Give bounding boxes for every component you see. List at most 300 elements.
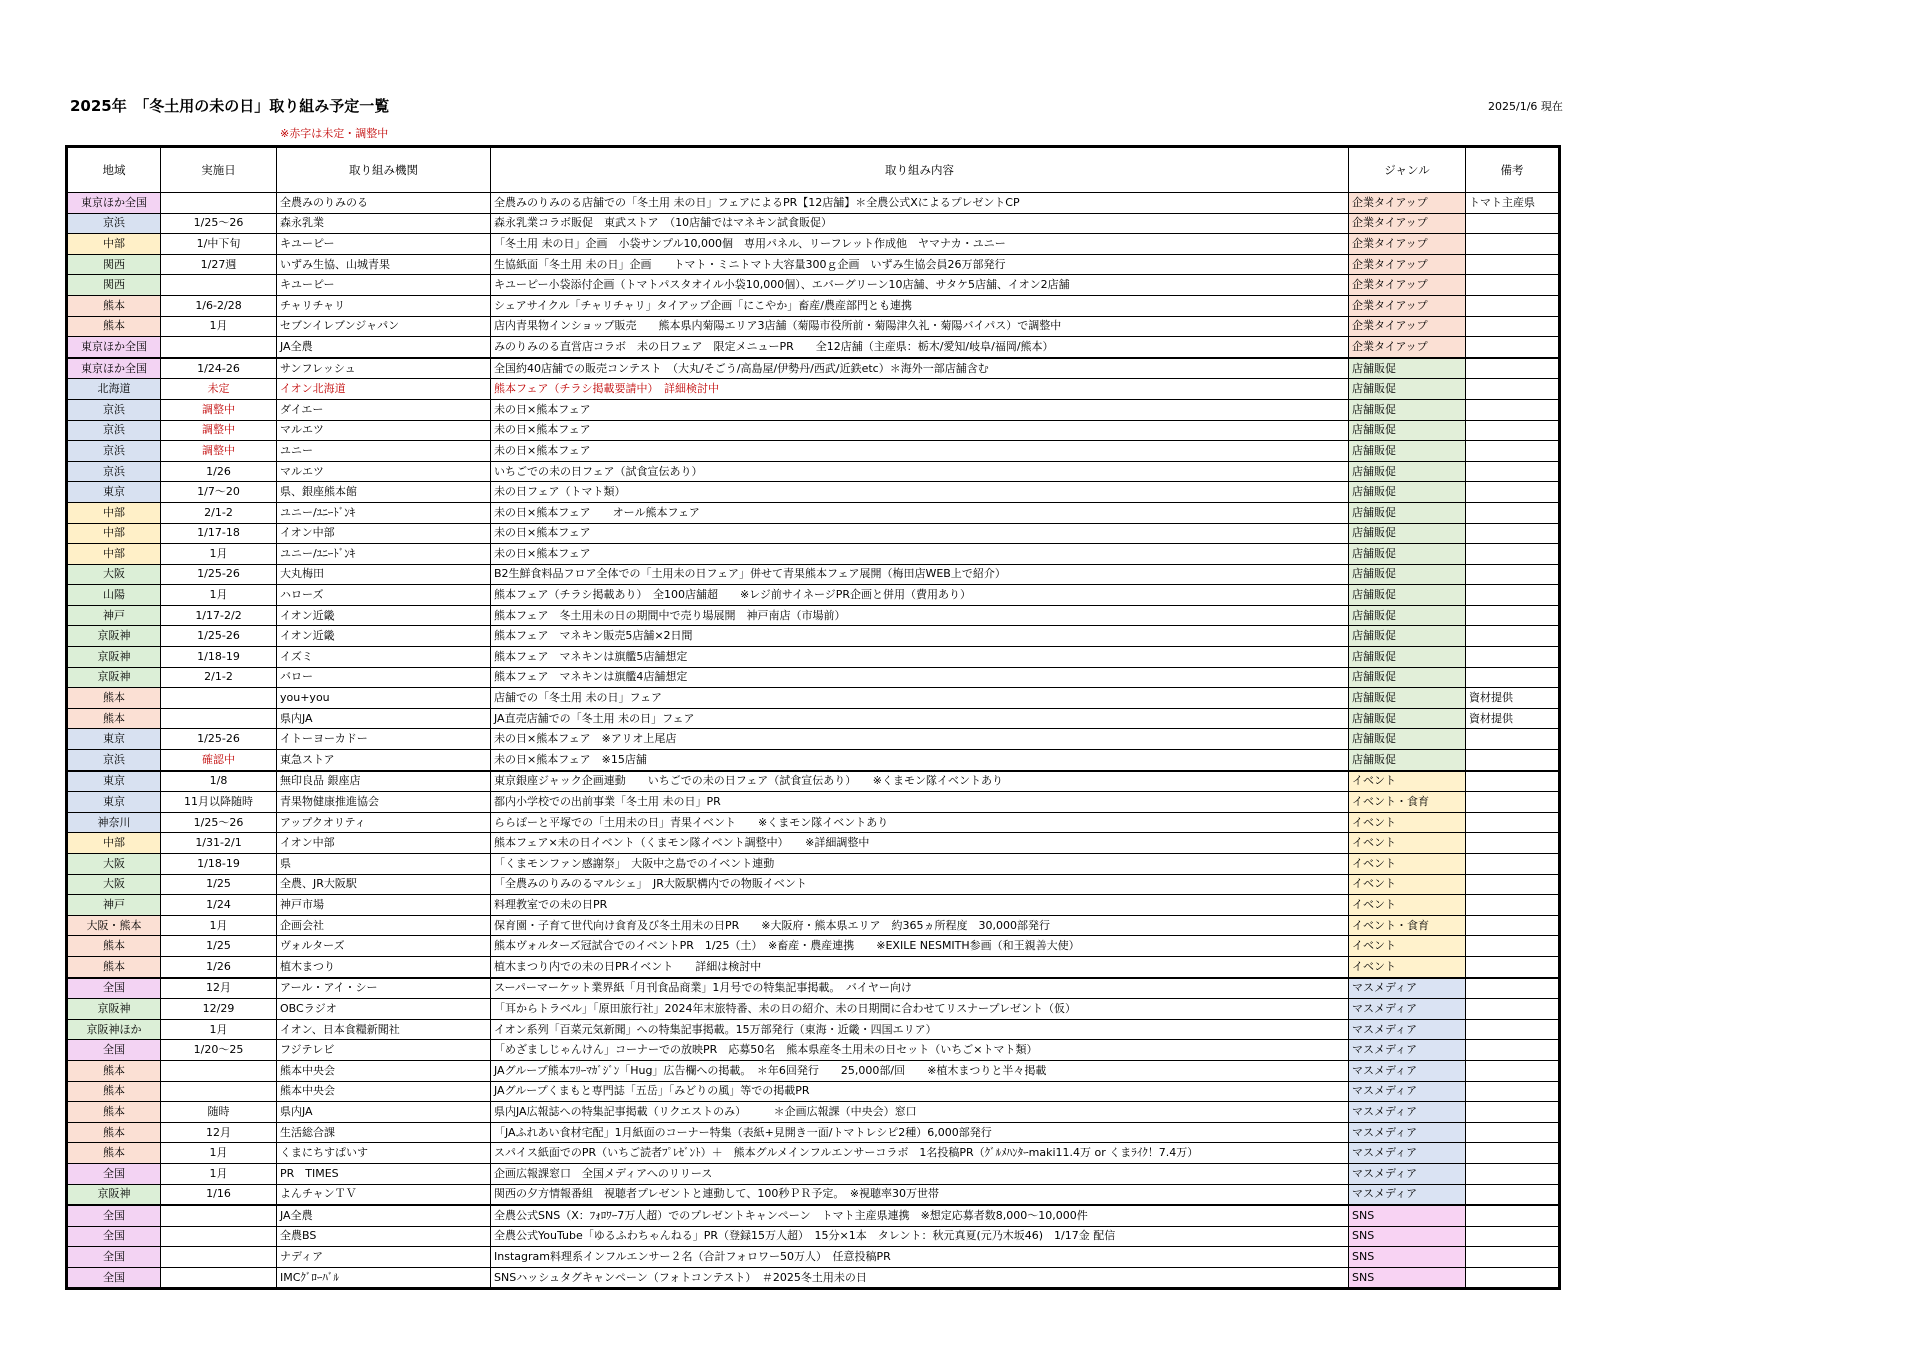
table-row xyxy=(67,708,1560,729)
red-text-note: ※赤字は未定・調整中 xyxy=(280,127,389,140)
date-cell: 1/24-26 xyxy=(161,358,277,379)
genre-cell: 店舗販促 xyxy=(1349,585,1466,606)
date-cell: 1月 xyxy=(161,1143,277,1164)
remarks-cell xyxy=(1466,420,1560,441)
table-row xyxy=(67,358,1560,379)
organization-cell: ユニー/ﾕﾆｰﾄﾞﾝｷ xyxy=(277,544,491,565)
region-cell: 京浜 xyxy=(67,213,161,234)
genre-cell: 店舗販促 xyxy=(1349,688,1466,709)
genre-cell: マスメディア xyxy=(1349,999,1466,1020)
table-row xyxy=(67,193,1560,214)
genre-cell: 店舗販促 xyxy=(1349,399,1466,420)
date-cell: 1月 xyxy=(161,915,277,936)
organization-cell: 県内JA xyxy=(277,1102,491,1123)
table-row xyxy=(67,337,1560,358)
region-cell: 京阪神 xyxy=(67,647,161,668)
content-cell: 熊本フェア マネキン販売5店舗×2日間 xyxy=(491,626,1349,647)
organization-cell: チャリチャリ xyxy=(277,295,491,316)
date-cell: 1/18-19 xyxy=(161,854,277,875)
genre-cell: 企業タイアップ xyxy=(1349,193,1466,214)
remarks-cell xyxy=(1466,729,1560,750)
date-cell xyxy=(161,1060,277,1081)
content-cell: 全国約40店舗での販売コンテスト （大丸/そごう/高島屋/伊勢丹/西武/近鉄etc）＊海外一部店舗含む xyxy=(491,358,1349,379)
region-cell: 熊本 xyxy=(67,708,161,729)
content-cell: 料理教室での未の日PR xyxy=(491,895,1349,916)
organization-cell: PR TIMES xyxy=(277,1163,491,1184)
region-cell: 東京 xyxy=(67,771,161,792)
content-cell: 未の日×熊本フェア xyxy=(491,523,1349,544)
organization-cell: イオン中部 xyxy=(277,833,491,854)
date-cell: 11月以降随時 xyxy=(161,792,277,813)
genre-cell: イベント xyxy=(1349,812,1466,833)
remarks-cell xyxy=(1466,833,1560,854)
date-cell: 1/16 xyxy=(161,1184,277,1205)
organization-cell: 全農、JR大阪駅 xyxy=(277,874,491,895)
region-cell: 中部 xyxy=(67,544,161,565)
organization-cell: フジテレビ xyxy=(277,1040,491,1061)
genre-cell: 店舗販促 xyxy=(1349,626,1466,647)
table-row xyxy=(67,275,1560,296)
date-cell xyxy=(161,275,277,296)
table-row xyxy=(67,1267,1560,1289)
content-cell: 未の日×熊本フェア xyxy=(491,399,1349,420)
genre-cell: SNS xyxy=(1349,1247,1466,1268)
content-cell: 「JAふれあい食材宅配」1月紙面のコーナー特集（表紙+見開き一面/トマトレシピ2種）6,000部発行 xyxy=(491,1122,1349,1143)
date-cell: 1/20〜25 xyxy=(161,1040,277,1061)
genre-cell: イベント xyxy=(1349,956,1466,977)
content-cell: SNSハッシュタグキャンペーン（フォトコンテスト） ＃2025冬土用未の日 xyxy=(491,1267,1349,1289)
table-row xyxy=(67,978,1560,999)
region-cell: 大阪 xyxy=(67,874,161,895)
organization-cell: 森永乳業 xyxy=(277,213,491,234)
date-cell: 1/25 xyxy=(161,936,277,957)
region-cell: 京浜 xyxy=(67,399,161,420)
table-row xyxy=(67,213,1560,234)
region-cell: 熊本 xyxy=(67,1143,161,1164)
date-cell: 1/25-26 xyxy=(161,729,277,750)
date-cell: 1/18-19 xyxy=(161,647,277,668)
organization-cell: アール・アイ・シー xyxy=(277,978,491,999)
date-cell xyxy=(161,1081,277,1102)
content-cell: 「めざましじゃんけん」コーナーでの放映PR 応募50名 熊本県産冬土用未の日セット（いちご×トマト類） xyxy=(491,1040,1349,1061)
genre-cell: 企業タイアップ xyxy=(1349,337,1466,358)
organization-cell: 全農BS xyxy=(277,1226,491,1247)
genre-cell: 企業タイアップ xyxy=(1349,316,1466,337)
organization-cell: 東急ストア xyxy=(277,750,491,771)
date-cell: 1/26 xyxy=(161,956,277,977)
table-row xyxy=(67,647,1560,668)
region-cell: 京浜 xyxy=(67,420,161,441)
organization-cell: 県 xyxy=(277,854,491,875)
organization-cell: サンフレッシュ xyxy=(277,358,491,379)
content-cell: ららぽーと平塚での「土用未の日」青果イベント ※くまモン隊イベントあり xyxy=(491,812,1349,833)
date-cell xyxy=(161,337,277,358)
table-row xyxy=(67,234,1560,255)
organization-cell: 植木まつり xyxy=(277,956,491,977)
table-row xyxy=(67,544,1560,565)
region-cell: 全国 xyxy=(67,1247,161,1268)
genre-cell: 店舗販促 xyxy=(1349,750,1466,771)
organization-cell: イトーヨーカドー xyxy=(277,729,491,750)
organization-cell: you+you xyxy=(277,688,491,709)
region-cell: 中部 xyxy=(67,234,161,255)
remarks-cell xyxy=(1466,1267,1560,1289)
table-row xyxy=(67,833,1560,854)
remarks-cell xyxy=(1466,1081,1560,1102)
content-cell: 未の日×熊本フェア ※アリオ上尾店 xyxy=(491,729,1349,750)
content-cell: いちごでの未の日フェア（試食宣伝あり） xyxy=(491,461,1349,482)
table-row xyxy=(67,482,1560,503)
organization-cell: ユニー/ﾕﾆｰﾄﾞﾝｷ xyxy=(277,502,491,523)
table-row xyxy=(67,1143,1560,1164)
organization-cell: JA全農 xyxy=(277,1205,491,1226)
region-cell: 大阪 xyxy=(67,854,161,875)
remarks-cell xyxy=(1466,1060,1560,1081)
table-row xyxy=(67,667,1560,688)
region-cell: 東京ほか全国 xyxy=(67,337,161,358)
genre-cell: 企業タイアップ xyxy=(1349,234,1466,255)
genre-cell: 企業タイアップ xyxy=(1349,213,1466,234)
organization-cell: セブンイレブンジャパン xyxy=(277,316,491,337)
region-cell: 神戸 xyxy=(67,895,161,916)
col-header-remarks: 備考 xyxy=(1466,147,1560,193)
content-cell: 熊本フェア マネキンは旗艦5店舗想定 xyxy=(491,647,1349,668)
content-cell: キユーピー小袋添付企画（トマトパスタオイル小袋10,000個）、エバーグリーン10店舗、サタケ5店舗、イオン2店舗 xyxy=(491,275,1349,296)
date-cell: 12月 xyxy=(161,978,277,999)
region-cell: 京阪神 xyxy=(67,999,161,1020)
region-cell: 山陽 xyxy=(67,585,161,606)
remarks-cell xyxy=(1466,461,1560,482)
table-row xyxy=(67,399,1560,420)
table-row xyxy=(67,895,1560,916)
region-cell: 関西 xyxy=(67,254,161,275)
remarks-cell xyxy=(1466,1122,1560,1143)
region-cell: 中部 xyxy=(67,523,161,544)
remarks-cell xyxy=(1466,936,1560,957)
remarks-cell xyxy=(1466,1019,1560,1040)
organization-cell: 全農みのりみのる xyxy=(277,193,491,214)
organization-cell: 生活総合課 xyxy=(277,1122,491,1143)
remarks-cell xyxy=(1466,254,1560,275)
genre-cell: SNS xyxy=(1349,1205,1466,1226)
table-row xyxy=(67,874,1560,895)
date-cell: 1/25-26 xyxy=(161,626,277,647)
date-cell: 1/17-2/2 xyxy=(161,605,277,626)
remarks-cell xyxy=(1466,585,1560,606)
genre-cell: イベント xyxy=(1349,854,1466,875)
table-row xyxy=(67,605,1560,626)
organization-cell: マルエツ xyxy=(277,461,491,482)
organization-cell: JA全農 xyxy=(277,337,491,358)
genre-cell: イベント・食育 xyxy=(1349,792,1466,813)
region-cell: 神奈川 xyxy=(67,812,161,833)
remarks-cell xyxy=(1466,295,1560,316)
table-row xyxy=(67,792,1560,813)
organization-cell: イオン北海道 xyxy=(277,379,491,400)
content-cell: 熊本フェア マネキンは旗艦4店舗想定 xyxy=(491,667,1349,688)
date-cell: 調整中 xyxy=(161,441,277,462)
organization-cell: 青果物健康推進協会 xyxy=(277,792,491,813)
region-cell: 東京 xyxy=(67,729,161,750)
content-cell: シェアサイクル「チャリチャリ」タイアップ企画「にこやか」畜産/農産部門とも連携 xyxy=(491,295,1349,316)
col-header-region: 地域 xyxy=(67,147,161,193)
table-row xyxy=(67,750,1560,771)
remarks-cell xyxy=(1466,564,1560,585)
remarks-cell xyxy=(1466,812,1560,833)
remarks-cell xyxy=(1466,667,1560,688)
genre-cell: マスメディア xyxy=(1349,1040,1466,1061)
date-cell xyxy=(161,1205,277,1226)
genre-cell: 店舗販促 xyxy=(1349,667,1466,688)
table-row xyxy=(67,564,1560,585)
date-cell: 12/29 xyxy=(161,999,277,1020)
content-cell: 未の日×熊本フェア xyxy=(491,441,1349,462)
table-row xyxy=(67,316,1560,337)
table-row xyxy=(67,1247,1560,1268)
region-cell: 熊本 xyxy=(67,316,161,337)
header-row xyxy=(67,147,1560,193)
organization-cell: 県、銀座熊本館 xyxy=(277,482,491,503)
table-row xyxy=(67,254,1560,275)
remarks-cell xyxy=(1466,792,1560,813)
date-cell: 1/6-2/28 xyxy=(161,295,277,316)
content-cell: 店舗での「冬土用 未の日」フェア xyxy=(491,688,1349,709)
organization-cell: マルエツ xyxy=(277,420,491,441)
date-cell: 随時 xyxy=(161,1102,277,1123)
region-cell: 全国 xyxy=(67,1205,161,1226)
content-cell: 保育園・子育て世代向け食育及び冬土用未の日PR ※大阪府・熊本県エリア 約365ヵ所程度 30,000部発行 xyxy=(491,915,1349,936)
genre-cell: マスメディア xyxy=(1349,1143,1466,1164)
genre-cell: マスメディア xyxy=(1349,1081,1466,1102)
content-cell: JAグループ熊本ﾌﾘｰﾏｶﾞｼﾞﾝ「Hug」広告欄への掲載。 ＊年6回発行 25,000部/回 ※植木まつりと半々掲載 xyxy=(491,1060,1349,1081)
table-row xyxy=(67,1205,1560,1226)
genre-cell: 企業タイアップ xyxy=(1349,254,1466,275)
table-row xyxy=(67,502,1560,523)
genre-cell: イベント xyxy=(1349,895,1466,916)
genre-cell: マスメディア xyxy=(1349,1163,1466,1184)
genre-cell: 店舗販促 xyxy=(1349,523,1466,544)
remarks-cell xyxy=(1466,399,1560,420)
region-cell: 京浜 xyxy=(67,461,161,482)
genre-cell: イベント xyxy=(1349,833,1466,854)
organization-cell: 熊本中央会 xyxy=(277,1081,491,1102)
remarks-cell: 資材提供 xyxy=(1466,688,1560,709)
region-cell: 京浜 xyxy=(67,441,161,462)
date-cell: 1/27週 xyxy=(161,254,277,275)
genre-cell: SNS xyxy=(1349,1267,1466,1289)
region-cell: 東京ほか全国 xyxy=(67,193,161,214)
table-row xyxy=(67,626,1560,647)
region-cell: 東京 xyxy=(67,482,161,503)
content-cell: 未の日×熊本フェア オール熊本フェア xyxy=(491,502,1349,523)
genre-cell: 店舗販促 xyxy=(1349,358,1466,379)
remarks-cell xyxy=(1466,999,1560,1020)
organization-cell: 神戸市場 xyxy=(277,895,491,916)
organization-cell: イオン中部 xyxy=(277,523,491,544)
region-cell: 全国 xyxy=(67,978,161,999)
content-cell: 「全農みのりみのるマルシェ」 JR大阪駅構内での物販イベント xyxy=(491,874,1349,895)
table-row xyxy=(67,379,1560,400)
remarks-cell xyxy=(1466,316,1560,337)
region-cell: 熊本 xyxy=(67,295,161,316)
organization-cell: ダイエー xyxy=(277,399,491,420)
table-row xyxy=(67,999,1560,1020)
table-row xyxy=(67,854,1560,875)
date-cell: 調整中 xyxy=(161,420,277,441)
table-row xyxy=(67,1019,1560,1040)
col-header-content: 取り組み内容 xyxy=(491,147,1349,193)
remarks-cell xyxy=(1466,234,1560,255)
organization-cell: イオン近畿 xyxy=(277,626,491,647)
date-cell: 1/17-18 xyxy=(161,523,277,544)
table-row xyxy=(67,441,1560,462)
remarks-cell: トマト主産県 xyxy=(1466,193,1560,214)
region-cell: 熊本 xyxy=(67,1081,161,1102)
remarks-cell xyxy=(1466,874,1560,895)
content-cell: 未の日×熊本フェア xyxy=(491,544,1349,565)
region-cell: 中部 xyxy=(67,833,161,854)
content-cell: 全農公式SNS（X：ﾌｫﾛﾜｰ7万人超）でのプレゼントキャンペーン トマト主産県連携 ※想定応募者数8,000〜10,000件 xyxy=(491,1205,1349,1226)
remarks-cell xyxy=(1466,1163,1560,1184)
organization-cell: ナディア xyxy=(277,1247,491,1268)
date-cell: 未定 xyxy=(161,379,277,400)
remarks-cell xyxy=(1466,1040,1560,1061)
date-cell: 1/25-26 xyxy=(161,564,277,585)
date-cell: 12月 xyxy=(161,1122,277,1143)
region-cell: 中部 xyxy=(67,502,161,523)
organization-cell: 県内JA xyxy=(277,708,491,729)
table-row xyxy=(67,1040,1560,1061)
genre-cell: イベント xyxy=(1349,771,1466,792)
table-row xyxy=(67,461,1560,482)
table-body xyxy=(67,193,1560,1289)
table-row xyxy=(67,523,1560,544)
table-row xyxy=(67,1122,1560,1143)
genre-cell: マスメディア xyxy=(1349,1102,1466,1123)
remarks-cell xyxy=(1466,482,1560,503)
remarks-cell xyxy=(1466,1205,1560,1226)
content-cell: 全農みのりみのる店舗での「冬土用 未の日」フェアによるPR【12店舗】＊全農公式XによるプレゼントCP xyxy=(491,193,1349,214)
content-cell: 熊本ヴォルターズ冠試合でのイベントPR 1/25（土） ※畜産・農産連携 ※EXILE NESMITH参画（和王親善大使） xyxy=(491,936,1349,957)
genre-cell: 店舗販促 xyxy=(1349,502,1466,523)
organization-cell: キユーピー xyxy=(277,275,491,296)
genre-cell: マスメディア xyxy=(1349,1019,1466,1040)
genre-cell: 店舗販促 xyxy=(1349,729,1466,750)
genre-cell: イベント xyxy=(1349,936,1466,957)
remarks-cell xyxy=(1466,358,1560,379)
content-cell: 生協紙面「冬土用 未の日」企画 トマト・ミニトマト大容量300ｇ企画 いずみ生協会員26万部発行 xyxy=(491,254,1349,275)
region-cell: 熊本 xyxy=(67,936,161,957)
remarks-cell xyxy=(1466,1226,1560,1247)
organization-cell: イオン、日本食糧新聞社 xyxy=(277,1019,491,1040)
content-cell: 熊本フェア（チラシ掲載要請中） 詳細検討中 xyxy=(491,379,1349,400)
remarks-cell xyxy=(1466,854,1560,875)
content-cell: 店内青果物インショップ販売 熊本県内菊陽エリア3店舗（菊陽市役所前・菊陽津久礼・菊陽バイパス）で調整中 xyxy=(491,316,1349,337)
date-cell: 1/24 xyxy=(161,895,277,916)
region-cell: 東京 xyxy=(67,792,161,813)
table-row xyxy=(67,1060,1560,1081)
remarks-cell xyxy=(1466,544,1560,565)
organization-cell: イオン近畿 xyxy=(277,605,491,626)
content-cell: みのりみのる直営店コラボ 未の日フェア 限定メニューPR 全12店舗（主産県：栃木/愛知/岐阜/福岡/熊本） xyxy=(491,337,1349,358)
organization-cell: OBCラジオ xyxy=(277,999,491,1020)
region-cell: 大阪 xyxy=(67,564,161,585)
remarks-cell xyxy=(1466,915,1560,936)
content-cell: 未の日×熊本フェア xyxy=(491,420,1349,441)
genre-cell: 店舗販促 xyxy=(1349,647,1466,668)
schedule-table xyxy=(65,145,1561,1290)
remarks-cell: 資材提供 xyxy=(1466,708,1560,729)
remarks-cell xyxy=(1466,771,1560,792)
date-cell: 1月 xyxy=(161,585,277,606)
remarks-cell xyxy=(1466,1247,1560,1268)
genre-cell: 店舗販促 xyxy=(1349,708,1466,729)
content-cell: 東京銀座ジャック企画連動 いちごでの未の日フェア（試食宣伝あり） ※くまモン隊イベントあり xyxy=(491,771,1349,792)
remarks-cell xyxy=(1466,978,1560,999)
remarks-cell xyxy=(1466,956,1560,977)
genre-cell: 店舗販促 xyxy=(1349,420,1466,441)
organization-cell: 大丸梅田 xyxy=(277,564,491,585)
region-cell: 関西 xyxy=(67,275,161,296)
content-cell: 植木まつり内での未の日PRイベント 詳細は検討中 xyxy=(491,956,1349,977)
remarks-cell xyxy=(1466,379,1560,400)
region-cell: 熊本 xyxy=(67,956,161,977)
date-cell: 1/26 xyxy=(161,461,277,482)
date-cell xyxy=(161,1247,277,1268)
content-cell: 「くまモンファン感謝祭」 大阪中之島でのイベント連動 xyxy=(491,854,1349,875)
content-cell: JAグループくまもと専門誌「五岳」「みどりの風」等での掲載PR xyxy=(491,1081,1349,1102)
content-cell: 熊本フェア（チラシ掲載あり） 全100店舗超 ※レジ前サイネージPR企画と併用（費用あり） xyxy=(491,585,1349,606)
content-cell: 森永乳業コラボ販促 東武ストア （10店舗ではマネキン試食販促） xyxy=(491,213,1349,234)
content-cell: 都内小学校での出前事業「冬土用 未の日」PR xyxy=(491,792,1349,813)
date-cell xyxy=(161,1267,277,1289)
content-cell: 未の日フェア（トマト類） xyxy=(491,482,1349,503)
organization-cell: ヴォルターズ xyxy=(277,936,491,957)
date-cell: 1/25〜26 xyxy=(161,213,277,234)
date-cell xyxy=(161,688,277,709)
table-row xyxy=(67,812,1560,833)
date-cell: 1/中下旬 xyxy=(161,234,277,255)
genre-cell: 店舗販促 xyxy=(1349,379,1466,400)
region-cell: 京阪神 xyxy=(67,626,161,647)
remarks-cell xyxy=(1466,626,1560,647)
genre-cell: 店舗販促 xyxy=(1349,544,1466,565)
table-row xyxy=(67,915,1560,936)
col-header-genre: ジャンル xyxy=(1349,147,1466,193)
organization-cell: よんチャンＴＶ xyxy=(277,1184,491,1205)
content-cell: 企画広報課窓口 全国メディアへのリリース xyxy=(491,1163,1349,1184)
remarks-cell xyxy=(1466,605,1560,626)
remarks-cell xyxy=(1466,647,1560,668)
table-row xyxy=(67,1184,1560,1205)
organization-cell: キユーピー xyxy=(277,234,491,255)
date-cell: 1月 xyxy=(161,1163,277,1184)
date-cell: 1/25〜26 xyxy=(161,812,277,833)
date-cell: 1月 xyxy=(161,544,277,565)
genre-cell: 店舗販促 xyxy=(1349,461,1466,482)
table-row xyxy=(67,936,1560,957)
table-row xyxy=(67,1163,1560,1184)
organization-cell: ユニー xyxy=(277,441,491,462)
genre-cell: 店舗販促 xyxy=(1349,441,1466,462)
genre-cell: マスメディア xyxy=(1349,1184,1466,1205)
date-cell: 1/8 xyxy=(161,771,277,792)
content-cell: JA直売店舗での「冬土用 未の日」フェア xyxy=(491,708,1349,729)
region-cell: 全国 xyxy=(67,1163,161,1184)
organization-cell: くまにちすぱいす xyxy=(277,1143,491,1164)
table-row xyxy=(67,420,1560,441)
genre-cell: イベント xyxy=(1349,874,1466,895)
